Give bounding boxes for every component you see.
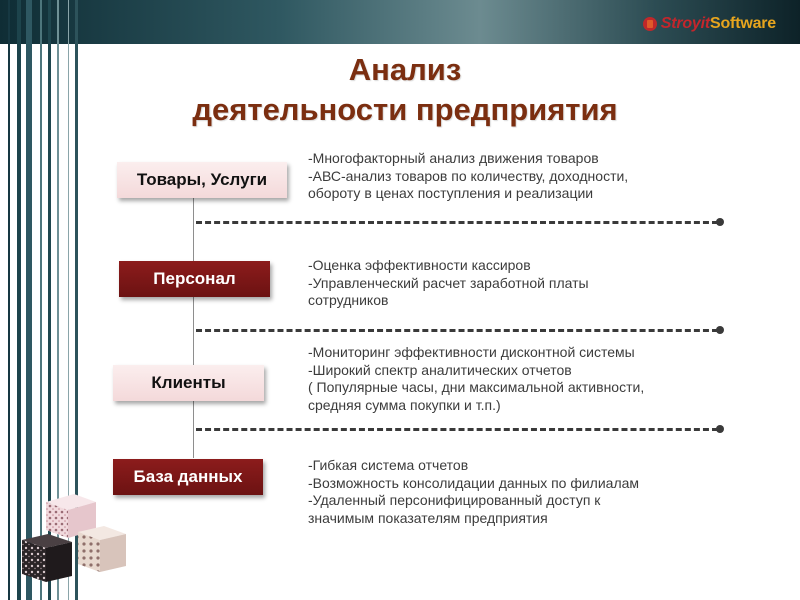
gift-box-right [46,542,72,582]
description-line: -Гибкая система отчетов [308,457,469,473]
logo-brand-b: Software [710,15,776,32]
description-line: -Удаленный персонифицированный доступ к [308,492,601,509]
gift-boxes-illustration [18,492,134,584]
divider-end-dot [716,425,724,433]
divider-end-dot [716,218,724,226]
category-clients [113,365,264,401]
category-label: Товары, Услуги [136,170,268,189]
title-line-1: Анализ [348,52,462,87]
description-line: -Широкий спектр аналитических отчетов [308,361,572,378]
description-line: -Оценка эффективности кассиров [308,257,531,273]
description-line: ( Популярные часы, дни максимальной активности, [308,379,645,396]
category-database [113,459,263,495]
section-divider [196,428,718,431]
category-label: База данных [133,467,243,486]
connector-line [193,196,194,458]
description-clients [308,344,748,414]
description-personnel [308,257,748,310]
description-goods-services [308,150,748,203]
description-line: значимым показателям предприятия [308,509,548,526]
logo-text [661,14,776,34]
logo-mark-icon [643,17,657,31]
description-line: -Мониторинг эффективности дисконтной системы [308,344,635,360]
page-title [100,50,710,130]
description-line: обороту в ценах поступления и реализации [308,185,594,202]
decor-stripe [8,0,10,600]
category-personnel [119,261,270,297]
description-line: сотрудников [308,292,389,309]
company-logo [643,14,776,34]
section-divider [196,329,718,332]
description-line: -Управленческий расчет заработной платы [308,274,589,291]
divider-end-dot [716,326,724,334]
category-goods-services [117,162,287,198]
description-line: -Возможность консолидации данных по филиалам [308,474,640,491]
category-label: Персонал [153,269,236,288]
description-line: -Многофакторный анализ движения товаров [308,150,599,166]
gift-box-right [100,534,126,572]
logo-brand-a: Stroyit [660,15,711,32]
category-label: Клиенты [151,373,226,392]
section-divider [196,221,718,224]
description-line: средняя сумма покупки и т.п.) [308,396,501,413]
description-database [308,457,748,527]
title-line-2: деятельности предприятия [192,92,618,127]
description-line: -АВС-анализ товаров по количеству, доходности, [308,167,629,184]
